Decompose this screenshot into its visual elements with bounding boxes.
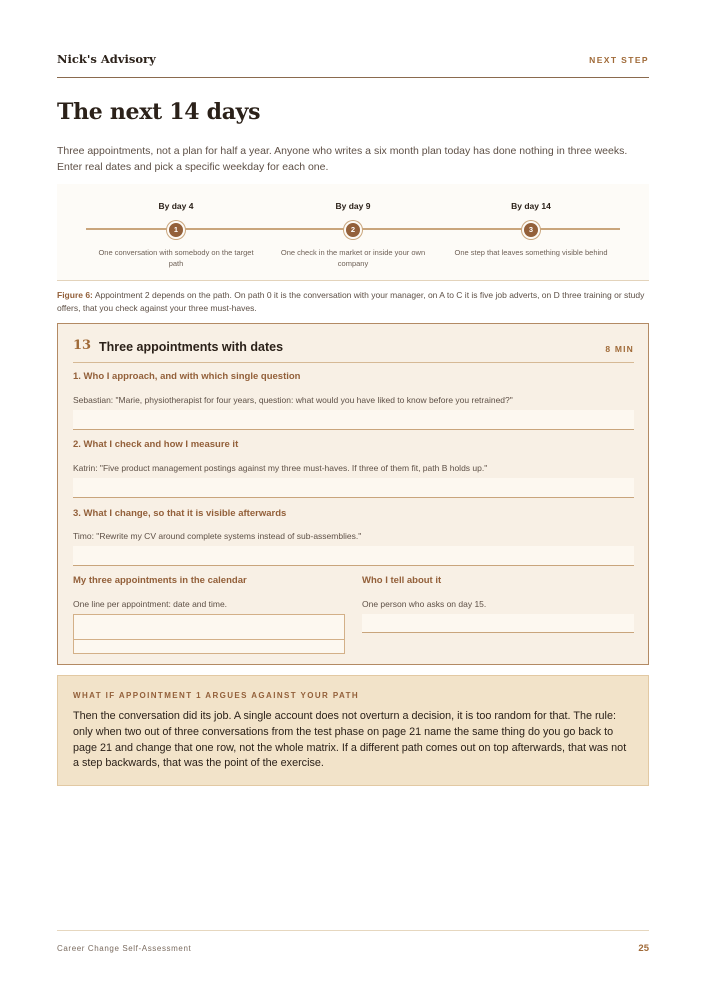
question-3-answer-field[interactable] [73,546,634,566]
page-number: 25 [638,943,649,954]
question-3-label: 3. What I change, so that it is visible afterwards [73,508,287,519]
figure-caption [57,289,647,314]
tell-label: Who I tell about it [362,575,442,586]
timeline-day: By day 14 [511,201,551,211]
callout-box [57,675,649,786]
question-2-example: Katrin: "Five product management postings against my three must-haves. If three of them fit, path B holds up." [73,463,488,473]
timeline-description: One conversation with somebody on the target path [98,248,254,268]
timeline-day: By day 9 [335,201,371,211]
tell-answer-field[interactable] [362,614,634,633]
exercise-card [57,323,649,665]
question-2-answer-field[interactable] [73,478,634,498]
exercise-number: 13 [73,338,92,353]
timeline-day: By day 4 [158,201,194,211]
intro-paragraph: Three appointments, not a plan for half a year. Anyone who writes a six month plan today has done nothing in three weeks. Enter real dates and pick a specific weekday for each one. [57,145,628,173]
exercise-header [73,338,634,363]
timeline-marker: 1 [167,221,185,239]
exercise-duration: 8 MIN [605,344,634,354]
timeline-figure [57,184,649,281]
figure-caption-text: Appointment 2 depends on the path. On path 0 it is the conversation with your manager, on A to C it is five job adverts, on D three training or study offers, that you check against your three must-haves. [57,290,645,313]
question-3-example: Timo: "Rewrite my CV around complete systems instead of sub-assemblies." [73,531,362,541]
figure-caption-label: Figure 6: [57,290,93,300]
question-1-answer-field[interactable] [73,410,634,430]
question-1-example: Sebastian: "Marie, physiotherapist for four years, question: what would you have liked to know before you retrained?" [73,395,513,405]
callout-text: Then the conversation did its job. A single account does not overturn a decision, it is too random for that. The rule: only when two out of three conversations from the test phase on page 21 name the same thing do you go back to page 21 and change that one row, not the whole matrix. If a different path comes out on top afterwards, that was not a step backwards, that was the point of the exercise. [73,710,627,770]
callout-label: WHAT IF APPOINTMENT 1 ARGUES AGAINST YOUR PATH [73,691,360,700]
brand-name: Nick's Advisory [57,52,156,66]
footer-title: Career Change Self-Assessment [57,944,192,953]
calendar-hint: One line per appointment: date and time. [73,599,228,609]
calendar-label: My three appointments in the calendar [73,575,247,586]
question-1-label: 1. Who I approach, and with which single question [73,371,301,382]
section-tag: NEXT STEP [589,55,649,65]
exercise-title: Three appointments with dates [99,340,284,354]
tell-hint: One person who asks on day 15. [362,599,487,609]
question-2-label: 2. What I check and how I measure it [73,439,239,450]
calendar-answer-box [73,614,345,654]
timeline-marker: 2 [344,221,362,239]
calendar-answer-line[interactable] [74,615,344,640]
timeline-marker: 3 [522,221,540,239]
page-title: The next 14 days [57,99,261,125]
page-header [57,52,649,78]
timeline-description: One check in the market or inside your own company [280,248,426,268]
timeline-description: One step that leaves something visible behind [454,248,608,257]
page-footer [57,930,649,954]
